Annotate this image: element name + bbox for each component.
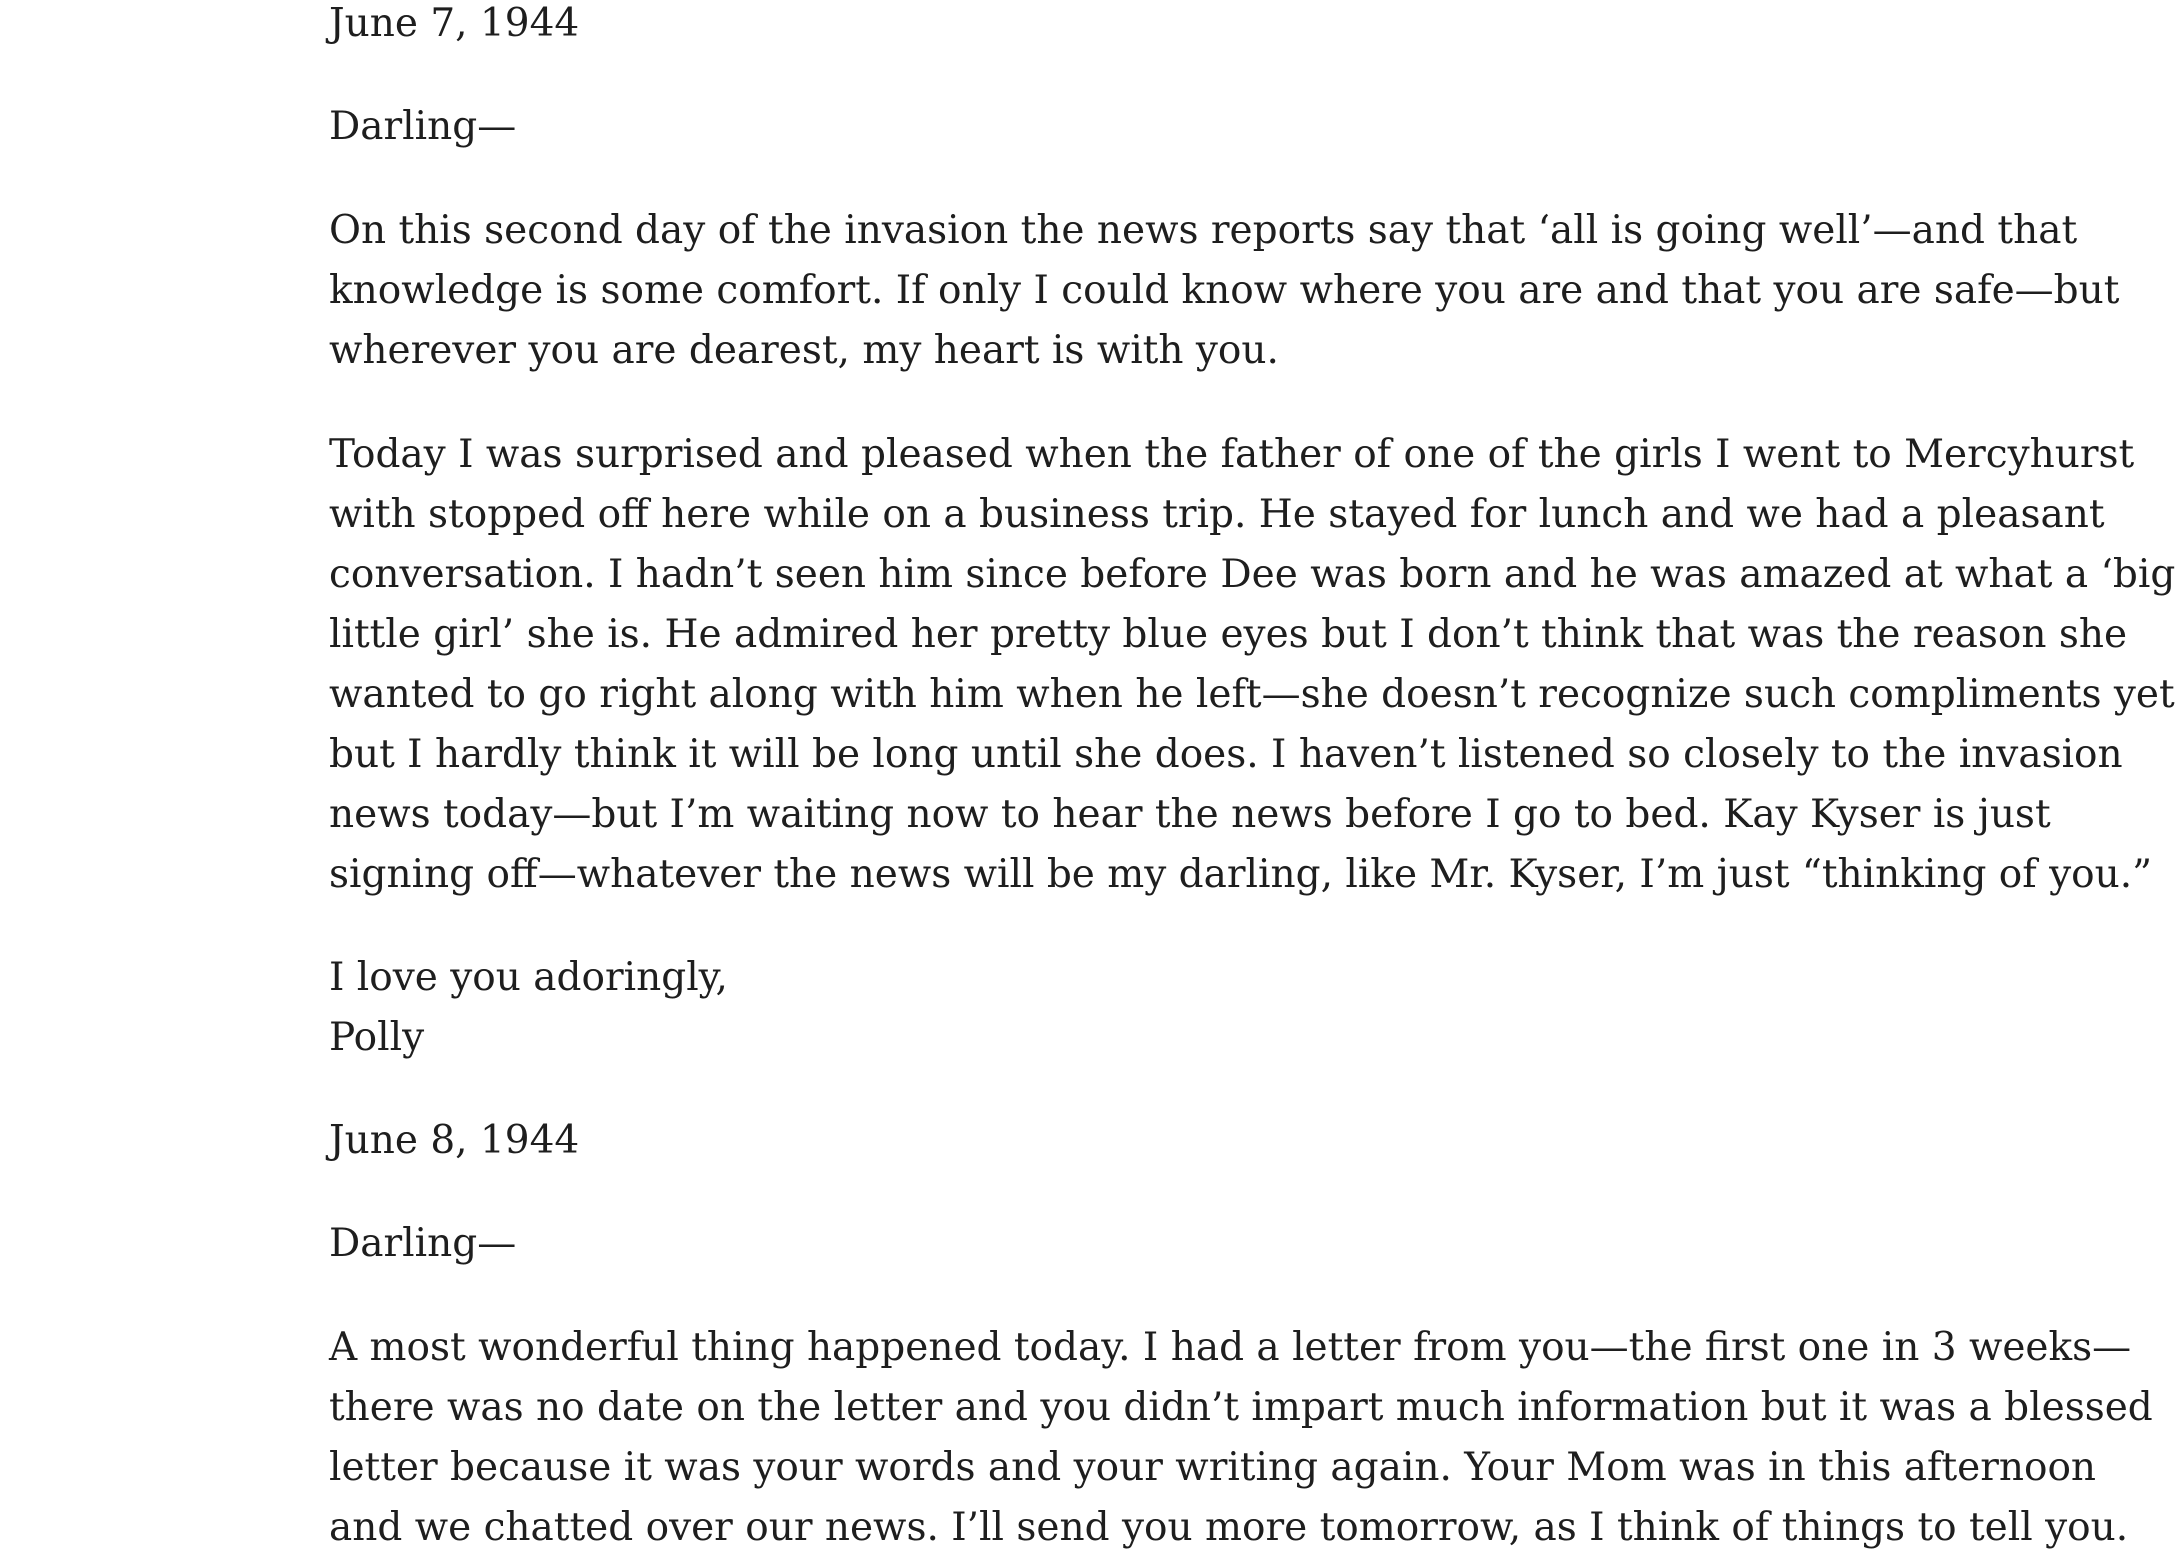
paragraph-line: and we chatted over our news. I’ll send you more tomorrow, as I think of things to tell you. [329,1505,2129,1550]
paragraph-line: there was no date on the letter and you didn’t impart much information but it was a blessed [329,1385,2153,1430]
letter-1-paragraph-1 [329,201,2119,381]
paragraph-line: signing off—whatever the news will be my darling, like Mr. Kyser, I’m just “thinking of you.” [329,852,2153,897]
paragraph-line: little girl’ she is. He admired her pretty blue eyes but I don’t think that was the reason she [329,612,2128,657]
paragraph-line: but I hardly think it will be long until she does. I haven’t listened so closely to the invasion [329,732,2123,777]
paragraph-line: letter because it was your words and your writing again. Your Mom was in this afternoon [329,1445,2097,1490]
letter-2-paragraph-1 [329,1318,2153,1558]
paragraph-line: knowledge is some comfort. If only I could know where you are and that you are safe—but [329,268,2120,313]
paragraph-line: news today—but I’m waiting now to hear the news before I go to bed. Kay Kyser is just [329,792,2051,837]
letter-2-salutation: Darling— [329,1221,517,1266]
letter-1-date: June 7, 1944 [329,1,580,46]
letter-2-date: June 8, 1944 [329,1118,580,1163]
paragraph-line: conversation. I hadn’t seen him since before Dee was born and he was amazed at what a ‘big [329,552,2175,597]
letter-1-closing-block [329,948,728,1068]
paragraph-line: with stopped off here while on a business trip. He stayed for lunch and we had a pleasant [329,492,2105,537]
paragraph-line: Today I was surprised and pleased when the father of one of the girls I went to Mercyhurst [329,432,2135,477]
letter-1-closing: I love you adoringly, [329,955,728,1000]
letter-1-salutation: Darling— [329,104,517,149]
paragraph-line: wanted to go right along with him when he left—she doesn’t recognize such compliments yet [329,672,2175,717]
letter-1-paragraph-2 [329,425,2175,905]
paragraph-line: wherever you are dearest, my heart is with you. [329,328,1279,373]
paragraph-line: A most wonderful thing happened today. I had a letter from you—the first one in 3 weeks— [329,1325,2132,1370]
letter-1-signature: Polly [329,1015,425,1060]
paragraph-line: On this second day of the invasion the news reports say that ‘all is going well’—and that [329,208,2078,253]
letters-document [329,0,2175,1550]
